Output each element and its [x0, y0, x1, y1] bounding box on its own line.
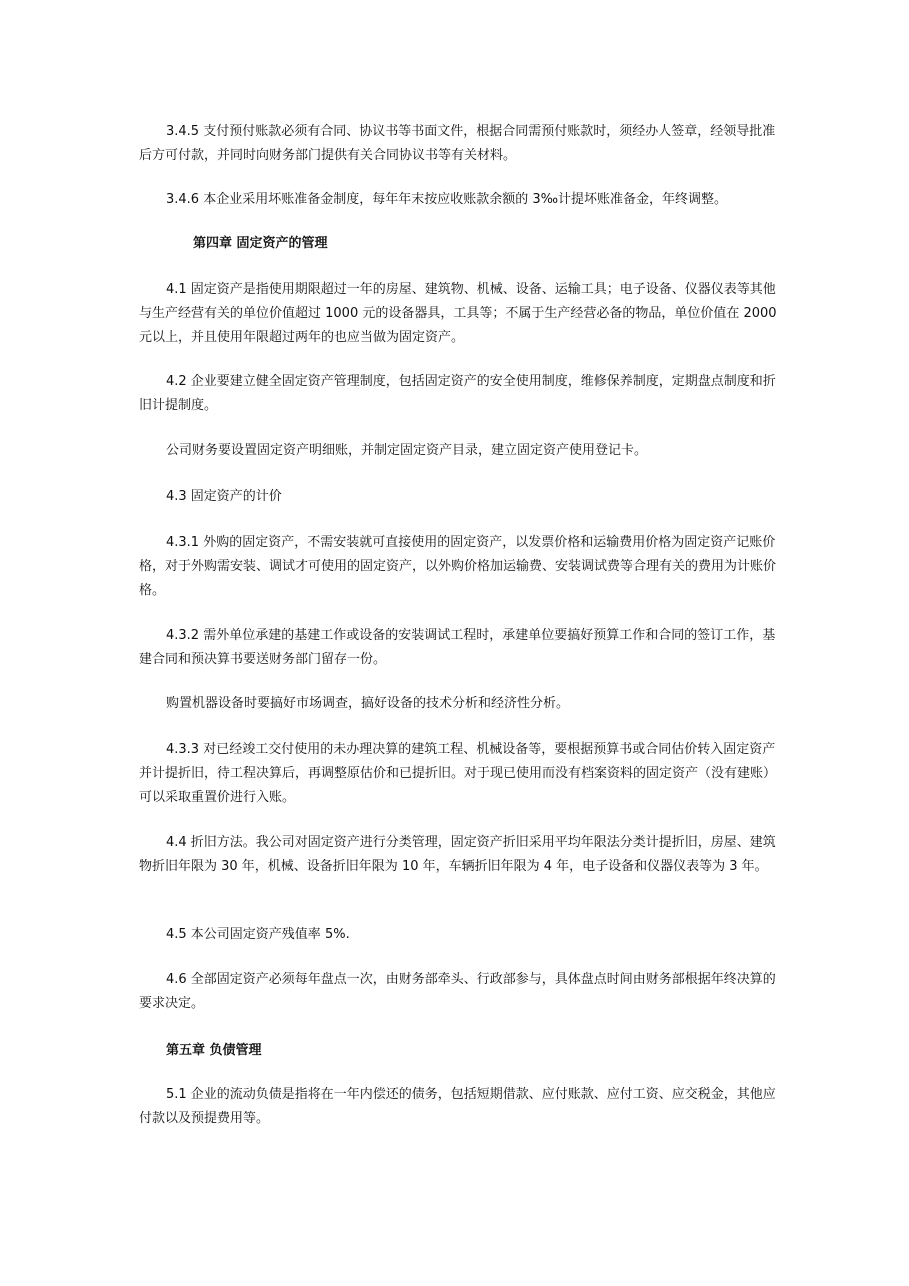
paragraph-4-3-3: 4.3.3 对已经竣工交付使用的未办理决算的建筑工程、机械设备等，要根据预算书或合同估价转入固定资产并计提折旧，待工程决算后，再调整原估价和已提折旧。对于现已使用而没有档案资料的固定资产（没有建账）可以采取重置价进行入账。: [139, 742, 777, 805]
paragraph-4-2: 4.2 企业要建立健全固定资产管理制度，包括固定资产的安全使用制度，维修保养制度，定期盘点制度和折旧计提制度。: [139, 374, 776, 413]
paragraph-4-6: 4.6 全部固定资产必须每年盘点一次，由财务部牵头、行政部参与，具体盘点时间由财务部根据年终决算的要求决定。: [139, 972, 776, 1011]
paragraph-4-3-2: 4.3.2 需外单位承建的基建工作或设备的安装调试工程时，承建单位要搞好预算工作和合同的签订工作，基建合同和预决算书要送财务部门留存一份。: [139, 628, 776, 667]
chapter-4-title: 第四章 固定资产的管理: [193, 236, 328, 251]
paragraph-4-2-accounts: 公司财务要设置固定资产明细账，并制定固定资产目录，建立固定资产使用登记卡。: [166, 443, 648, 458]
paragraph-5-1: 5.1 企业的流动负债是指将在一年内偿还的债务，包括短期借款、应付账款、应付工资、应交税金，其他应付款以及预提费用等。: [139, 1087, 776, 1126]
chapter-5-title: 第五章 负债管理: [166, 1043, 262, 1058]
paragraph-4-3-1: 4.3.1 外购的固定资产，不需安装就可直接使用的固定资产，以发票价格和运输费用价格为固定资产记账价格，对于外购需安装、调试才可使用的固定资产，以外购价格加运输费、安装调试费等合理有关的费用为计账价格。: [139, 535, 777, 598]
paragraph-4-3-2-purchase: 购置机器设备时要搞好市场调查，搞好设备的技术分析和经济性分析。: [166, 696, 570, 711]
paragraph-4-5: 4.5 本公司固定资产残值率 5%.: [166, 927, 350, 942]
paragraph-3-4-6: 3.4.6 本企业采用坏账准备金制度，每年年末按应收账款余额的 3‰计提坏账准备金，年终调整。: [166, 192, 728, 207]
paragraph-3-4-5: 3.4.5 支付预付账款必须有合同、协议书等书面文件，根据合同需预付账款时，须经办人签章，经领导批准后方可付款，并同时向财务部门提供有关合同协议书等有关材料。: [139, 124, 776, 163]
paragraph-4-3: 4.3 固定资产的计价: [166, 489, 282, 504]
paragraph-4-1: 4.1 固定资产是指使用期限超过一年的房屋、建筑物、机械、设备、运输工具；电子设备、仪器仪表等其他与生产经营有关的单位价值超过 1000 元的设备器具，工具等；不属于生产经营必备的物品，单位价值在 2000 元以上，并且使用年限超过两年的也应当做为固定资产。: [139, 282, 777, 345]
paragraph-4-4: 4.4 折旧方法。我公司对固定资产进行分类管理，固定资产折旧采用平均年限法分类计提折旧，房屋、建筑物折旧年限为 30 年，机械、设备折旧年限为 10 年，车辆折旧年限为 4 年，电子设备和仪器仪表等为 3 年。: [139, 835, 776, 874]
